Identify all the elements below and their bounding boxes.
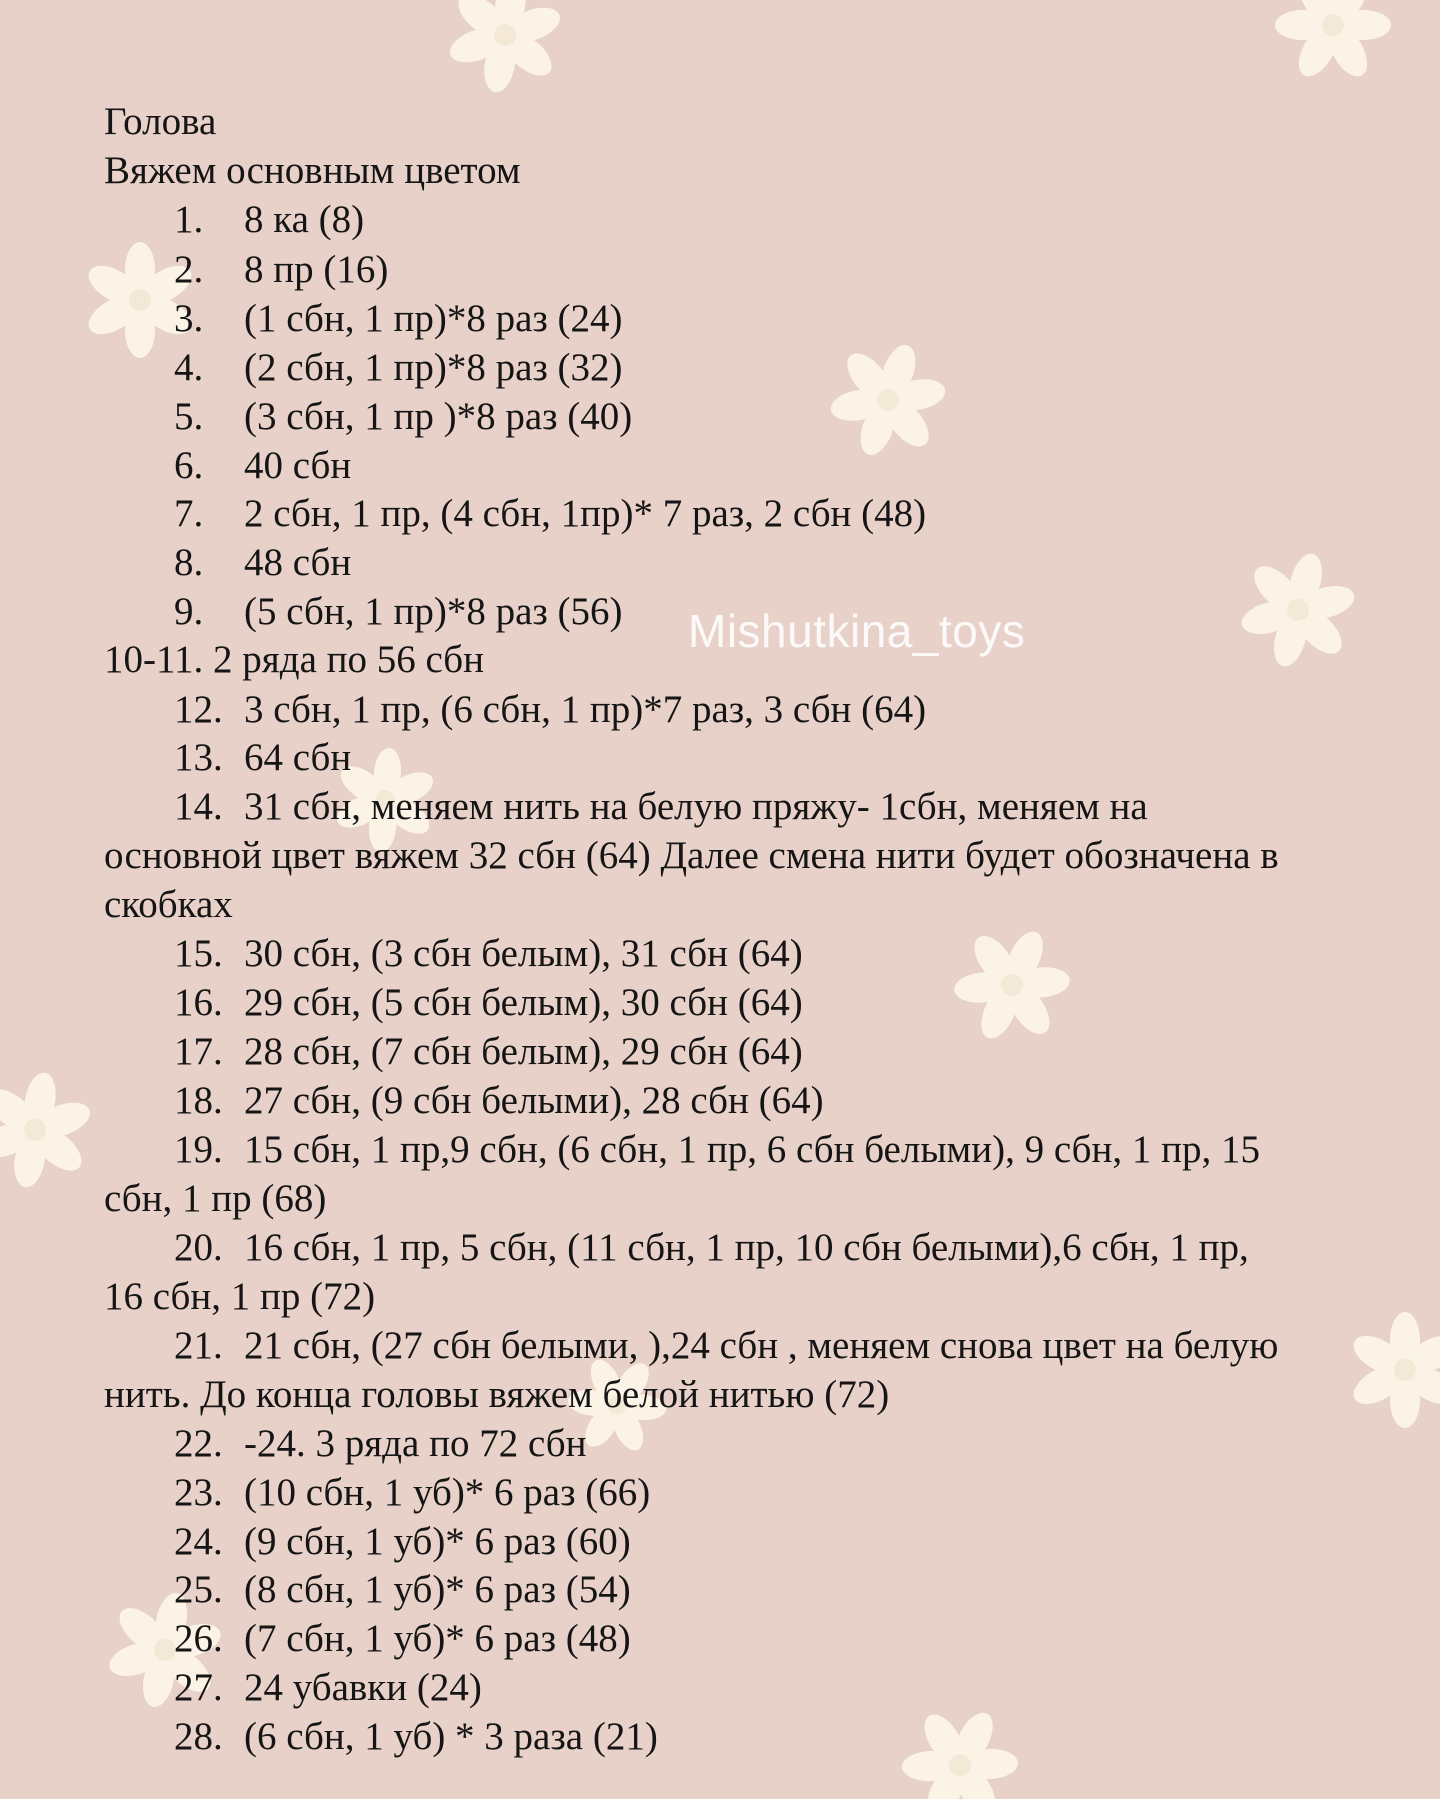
row-number-15: 15. (174, 932, 223, 975)
watermark-text: Mishutkina_toys (688, 605, 1026, 657)
row-text-8: 48 сбн (244, 541, 352, 584)
page-subtitle: Вяжем основным цветом (104, 149, 521, 192)
row-text-20: 16 сбн, 1 пр, 5 сбн, (11 сбн, 1 пр, 10 сбн белыми),6 сбн, 1 пр, (244, 1226, 1249, 1269)
row-number-17: 17. (174, 1030, 223, 1073)
row-number-21: 21. (174, 1324, 223, 1367)
row-number-2: 2. (174, 248, 204, 291)
row-number-16: 16. (174, 981, 223, 1024)
row-text-4: (2 сбн, 1 пр)*8 раз (32) (244, 346, 623, 389)
page-title: Голова (104, 100, 217, 143)
row-number-19: 19. (174, 1128, 223, 1171)
row-number-5: 5. (174, 395, 204, 438)
row-text-19-continued: сбн, 1 пр (68) (104, 1177, 327, 1220)
row-text-22: -24. 3 ряда по 72 сбн (244, 1422, 587, 1465)
row-text-17: 28 сбн, (7 сбн белым), 29 сбн (64) (244, 1030, 803, 1073)
row-text-7: 2 сбн, 1 пр, (4 сбн, 1пр)* 7 раз, 2 сбн (48) (244, 492, 927, 535)
row-number-25: 25. (174, 1568, 223, 1611)
row-text-18: 27 сбн, (9 сбн белыми), 28 сбн (64) (244, 1079, 824, 1122)
row-text-28: (6 сбн, 1 уб) * 3 раза (21) (244, 1715, 658, 1758)
row-number-26: 26. (174, 1617, 223, 1660)
row-text-26: (7 сбн, 1 уб)* 6 раз (48) (244, 1617, 631, 1660)
row-text-21: 21 сбн, (27 сбн белыми, ),24 сбн , меняем снова цвет на белую (244, 1324, 1279, 1367)
row-number-1: 1. (174, 198, 204, 241)
row-number-3: 3. (174, 297, 204, 340)
row-number-28: 28. (174, 1715, 223, 1758)
row-text-20-continued: 16 сбн, 1 пр (72) (104, 1275, 376, 1318)
row-text-25: (8 сбн, 1 уб)* 6 раз (54) (244, 1568, 631, 1611)
row-text-24: (9 сбн, 1 уб)* 6 раз (60) (244, 1520, 631, 1563)
row-text-6: 40 сбн (244, 444, 352, 487)
row-number-6: 6. (174, 444, 204, 487)
row-number-8: 8. (174, 541, 204, 584)
row-number-27: 27. (174, 1666, 223, 1709)
row-text-12: 3 сбн, 1 пр, (6 сбн, 1 пр)*7 раз, 3 сбн (64) (244, 688, 927, 731)
row-number-24: 24. (174, 1520, 223, 1563)
row-text-27: 24 убавки (24) (244, 1666, 482, 1709)
row-text-1: 8 ка (8) (244, 198, 365, 241)
row-text-13: 64 сбн (244, 736, 352, 779)
row-text-16: 29 сбн, (5 сбн белым), 30 сбн (64) (244, 981, 803, 1024)
row-number-23: 23. (174, 1471, 223, 1514)
row-text-14-continued-2: скобках (104, 883, 233, 926)
row-text-3: (1 сбн, 1 пр)*8 раз (24) (244, 297, 623, 340)
row-text-21-continued: нить. До конца головы вяжем белой нитью (72) (104, 1373, 890, 1416)
row-text-14-continued: основной цвет вяжем 32 сбн (64) Далее смена нити будет обозначена в (104, 834, 1279, 877)
row-text-19: 15 сбн, 1 пр,9 сбн, (6 сбн, 1 пр, 6 сбн белыми), 9 сбн, 1 пр, 15 (244, 1128, 1260, 1171)
row-number-13: 13. (174, 736, 223, 779)
row-text-15: 30 сбн, (3 сбн белым), 31 сбн (64) (244, 932, 803, 975)
row-text-14: 31 сбн, меняем нить на белую пряжу- 1сбн, меняем на (244, 785, 1148, 828)
row-number-20: 20. (174, 1226, 223, 1269)
row-text-5: (3 сбн, 1 пр )*8 раз (40) (244, 395, 633, 438)
row-number-12: 12. (174, 688, 223, 731)
row-text-2: 8 пр (16) (244, 248, 389, 291)
row-text-9: (5 сбн, 1 пр)*8 раз (56) (244, 590, 623, 633)
row-number-18: 18. (174, 1079, 223, 1122)
row-text-23: (10 сбн, 1 уб)* 6 раз (66) (244, 1471, 651, 1514)
row-number-4: 4. (174, 346, 204, 389)
row-number-14: 14. (174, 785, 223, 828)
row-number-7: 7. (174, 492, 204, 535)
row-number-22: 22. (174, 1422, 223, 1465)
row-number-9: 9. (174, 590, 204, 633)
row-text-10-11: 10-11. 2 ряда по 56 сбн (104, 638, 485, 681)
